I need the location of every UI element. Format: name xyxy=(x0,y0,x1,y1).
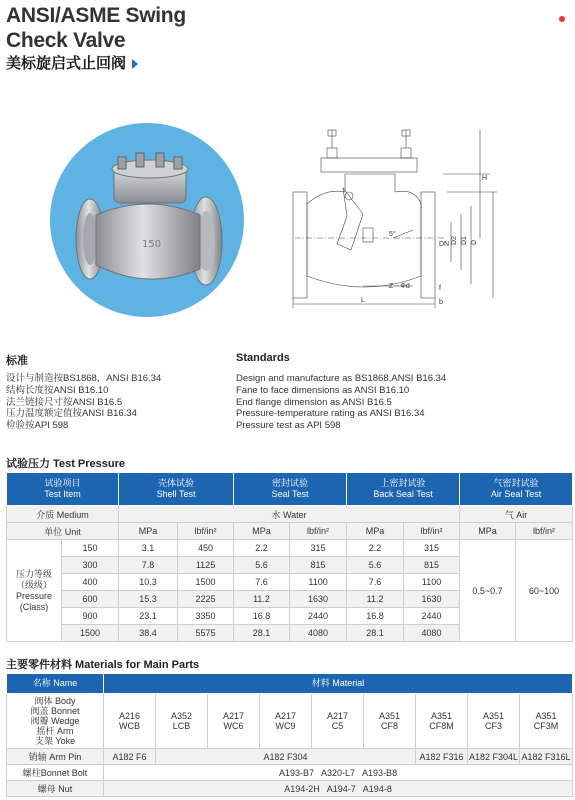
value-cell: 15.3 xyxy=(119,591,178,608)
value-cell: 2.2 xyxy=(347,540,404,557)
table-header-row xyxy=(7,473,573,506)
bolt-label: 螺柱Bonnet Bolt xyxy=(7,765,104,781)
value-cell: 7.8 xyxy=(119,557,178,574)
value-cell: 2225 xyxy=(178,591,234,608)
dim-label-L: L xyxy=(361,297,365,304)
class-cell: 600 xyxy=(62,591,119,608)
medium-air: 气 Air xyxy=(460,506,573,523)
material-cell: A193-B7 A320-L7 A193-B8 xyxy=(104,765,573,781)
class-cell: 1500 xyxy=(62,625,119,642)
class-cell: 150 xyxy=(62,540,119,557)
technical-drawing-icon xyxy=(285,118,500,308)
value-cell: 28.1 xyxy=(347,625,404,642)
value-cell: 2440 xyxy=(290,608,347,625)
value-cell: 315 xyxy=(404,540,460,557)
value-cell: 38.4 xyxy=(119,625,178,642)
dim-label-angle: 5° xyxy=(389,231,396,238)
material-cell: A352 LCB xyxy=(156,694,208,749)
table-header-row xyxy=(7,674,573,694)
unit-cell: lbf/in² xyxy=(290,523,347,540)
value-cell: 28.1 xyxy=(234,625,290,642)
value-cell: 1630 xyxy=(290,591,347,608)
material-cell: A217 WC9 xyxy=(260,694,312,749)
table-row xyxy=(7,523,573,540)
material-cell: A217 C5 xyxy=(312,694,364,749)
class-label: 压力等级 （级级） Pressure (Class) xyxy=(7,540,62,642)
value-cell: 7.6 xyxy=(234,574,290,591)
unit-cell: MPa xyxy=(347,523,404,540)
product-title-cn-text: 美标旋启式止回阀 xyxy=(6,55,127,72)
class-cell: 300 xyxy=(62,557,119,574)
dim-label-b: b xyxy=(439,299,443,306)
unit-cell: MPa xyxy=(234,523,290,540)
value-cell: 10.3 xyxy=(119,574,178,591)
value-cell: 815 xyxy=(404,557,460,574)
standards-heading-cn: 标准 xyxy=(6,355,28,367)
value-cell: 815 xyxy=(290,557,347,574)
dimension-drawing xyxy=(285,118,500,313)
value-cell: 1630 xyxy=(404,591,460,608)
table-row xyxy=(7,540,573,557)
material-cell: A182 F304 xyxy=(156,749,416,765)
air-lbf-cell: 60~100 xyxy=(516,540,573,642)
table-row xyxy=(7,694,573,749)
material-cell: A351 CF8M xyxy=(416,694,468,749)
product-title-line2: Check Valve xyxy=(6,29,126,52)
unit-label: 单位 Unit xyxy=(7,523,119,540)
header-name: 名称 Name xyxy=(7,674,104,694)
value-cell: 1500 xyxy=(178,574,234,591)
product-title-line1: ANSI/ASME Swing xyxy=(6,4,186,27)
svg-text:150: 150 xyxy=(142,239,162,250)
value-cell: 4080 xyxy=(404,625,460,642)
standard-item: Pressure-temperature rating as ANSI B16.34 xyxy=(236,408,425,420)
standard-item: Design and manufacture as BS1868,ANSI B16.34 xyxy=(236,373,447,384)
value-cell: 1100 xyxy=(404,574,460,591)
material-cell: A182 F6 xyxy=(104,749,156,765)
standard-item: 压力温度额定值按ANSI B16.34 xyxy=(6,408,137,420)
material-cell: A182 F316L xyxy=(520,749,573,765)
arm-pin-label: 销轴 Arm Pin xyxy=(7,749,104,765)
material-cell: A217 WC6 xyxy=(208,694,260,749)
test-pressure-heading: 试验压力 Test Pressure xyxy=(6,458,126,470)
unit-cell: MPa xyxy=(119,523,178,540)
value-cell: 450 xyxy=(178,540,234,557)
value-cell: 7.6 xyxy=(347,574,404,591)
standard-item: End flange dimension as ANSI B16.5 xyxy=(236,396,392,408)
materials-heading: 主要零件材料 Materials for Main Parts xyxy=(6,659,200,671)
class-cell: 900 xyxy=(62,608,119,625)
dim-label-D1: D1 xyxy=(461,236,468,245)
arrow-right-icon xyxy=(132,59,138,69)
material-cell: A182 F304L xyxy=(468,749,520,765)
value-cell: 3350 xyxy=(178,608,234,625)
product-title xyxy=(6,3,186,53)
standard-item: 设计与制造按BS1868，ANSI B16.34 xyxy=(6,373,162,384)
standards-list-cn xyxy=(6,373,161,432)
table-row xyxy=(7,506,573,523)
table-row xyxy=(7,749,573,765)
unit-cell: lbf/in² xyxy=(178,523,234,540)
material-cell: A194-2H A194-7 A194-8 xyxy=(104,781,573,797)
standards-heading-en: Standards xyxy=(236,352,290,364)
dim-label-H: H xyxy=(482,175,488,182)
header-seal-test: 密封试验 Seal Test xyxy=(234,473,347,506)
value-cell: 5575 xyxy=(178,625,234,642)
header-air-seal-test: 气密封试验 Air Seal Test xyxy=(460,473,573,506)
value-cell: 2.2 xyxy=(234,540,290,557)
value-cell: 1100 xyxy=(290,574,347,591)
table-row xyxy=(7,765,573,781)
medium-label: 介质 Medium xyxy=(7,506,119,523)
class-cell: 400 xyxy=(62,574,119,591)
dim-label-D: D xyxy=(471,239,478,245)
value-cell: 16.8 xyxy=(234,608,290,625)
standard-item: 法兰链接尺寸按ANSI B16.5 xyxy=(6,396,123,408)
test-pressure-table xyxy=(6,472,573,642)
body-parts-label: 阀体 Body 阀盖 Bonnet 阀瓣 Wedge 摇杆 Arm 支架 Yoke xyxy=(7,694,104,749)
dim-label-bolt: Z－Φd xyxy=(389,283,410,290)
material-cell: A351 CF3 xyxy=(468,694,520,749)
unit-cell: lbf/in² xyxy=(404,523,460,540)
product-title-cn xyxy=(6,52,138,73)
material-cell: A182 F316 xyxy=(416,749,468,765)
decoration-dot xyxy=(559,16,565,22)
product-photo xyxy=(50,123,244,317)
value-cell: 23.1 xyxy=(119,608,178,625)
standard-item: Pressure test as API 598 xyxy=(236,420,341,432)
value-cell: 11.2 xyxy=(234,591,290,608)
value-cell: 11.2 xyxy=(347,591,404,608)
value-cell: 5.6 xyxy=(234,557,290,574)
value-cell: 5.6 xyxy=(347,557,404,574)
table-row xyxy=(7,781,573,797)
value-cell: 315 xyxy=(290,540,347,557)
dim-label-D2: D2 xyxy=(451,236,458,245)
header-test-item: 试验项目 Test Item xyxy=(7,473,119,506)
unit-cell: MPa xyxy=(460,523,516,540)
valve-photo-icon xyxy=(50,123,244,317)
materials-table xyxy=(6,673,573,797)
material-cell: A216 WCB xyxy=(104,694,156,749)
standard-item: Fane to face dimensions as ANSI B16.10 xyxy=(236,384,410,396)
dim-label-DN: DN xyxy=(439,241,450,248)
value-cell: 3.1 xyxy=(119,540,178,557)
material-cell: A351 CF3M xyxy=(520,694,573,749)
dim-label-f: f xyxy=(439,285,441,292)
unit-cell: lbf/in² xyxy=(516,523,573,540)
standard-item: 结构长度按ANSI B16.10 xyxy=(6,384,109,396)
air-mpa-cell: 0.5~0.7 xyxy=(460,540,516,642)
header-material: 材料 Material xyxy=(104,674,573,694)
standards-list-en xyxy=(236,373,446,432)
value-cell: 2440 xyxy=(404,608,460,625)
header-back-seal-test: 上密封试验 Back Seal Test xyxy=(347,473,460,506)
value-cell: 4080 xyxy=(290,625,347,642)
medium-water: 水 Water xyxy=(119,506,460,523)
nut-label: 螺母 Nut xyxy=(7,781,104,797)
value-cell: 1125 xyxy=(178,557,234,574)
material-cell: A351 CF8 xyxy=(364,694,416,749)
standard-item: 检验按API 598 xyxy=(6,420,69,432)
value-cell: 16.8 xyxy=(347,608,404,625)
header-shell-test: 壳体试验 Shell Test xyxy=(119,473,234,506)
